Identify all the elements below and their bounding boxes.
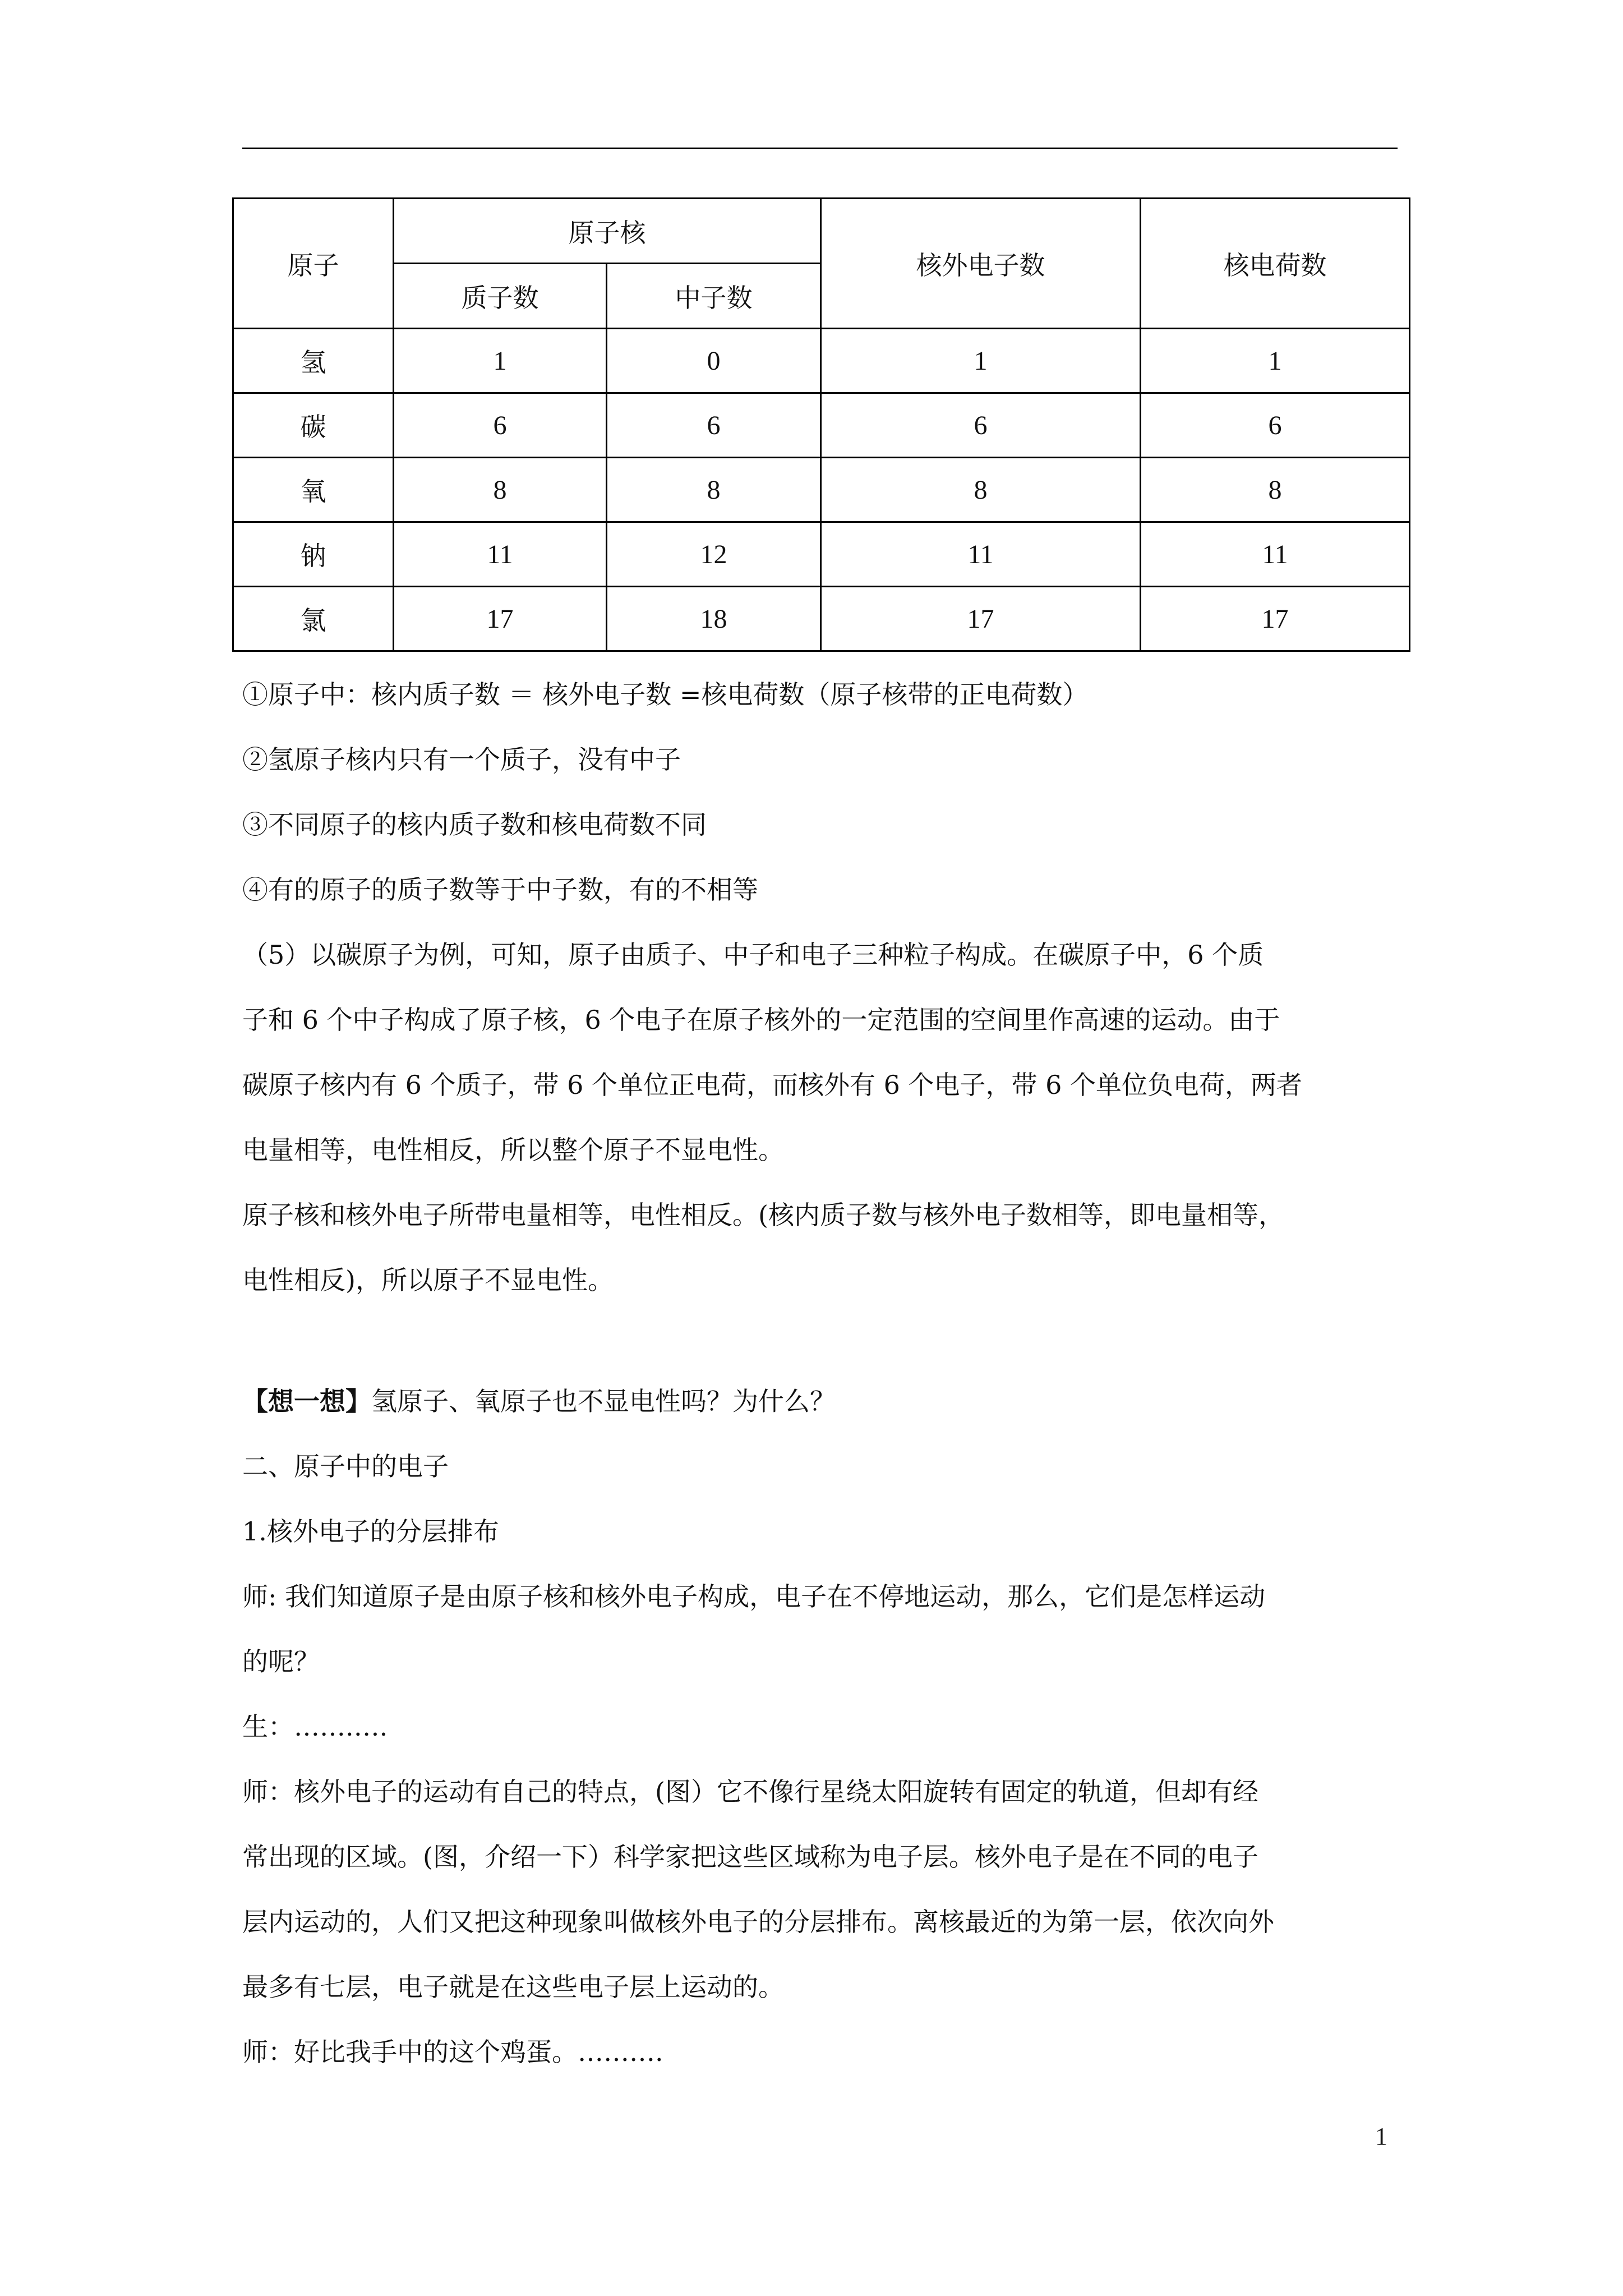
atom-name: 钠 bbox=[233, 522, 394, 587]
atom-name: 碳 bbox=[233, 393, 394, 458]
think-text: 氢原子、氧原子也不显电性吗？为什么？ bbox=[371, 1386, 836, 1416]
note-line: ④有的原子的质子数等于中子数，有的不相等 bbox=[242, 875, 758, 905]
proton-count: 8 bbox=[394, 458, 607, 522]
neutron-count: 0 bbox=[607, 329, 821, 393]
table-row bbox=[233, 522, 1410, 587]
header-charge: 核电荷数 bbox=[1141, 199, 1410, 329]
electron-count: 11 bbox=[821, 522, 1141, 587]
section-block bbox=[242, 1369, 1398, 2085]
nuclear-charge: 11 bbox=[1141, 522, 1410, 587]
nuclear-charge: 6 bbox=[1141, 393, 1410, 458]
proton-count: 11 bbox=[394, 522, 607, 587]
paragraph-line: 原子核和核外电子所带电量相等，电性相反。(核内质子数与核外电子数相等，即电量相等， bbox=[242, 1200, 1284, 1230]
header-electrons: 核外电子数 bbox=[821, 199, 1141, 329]
dialogue-line: 常出现的区域。(图，介绍一下）科学家把这些区域称为电子层。核外电子是在不同的电子 bbox=[242, 1842, 1258, 1872]
atom-name: 氢 bbox=[233, 329, 394, 393]
table-row bbox=[233, 587, 1410, 651]
electron-count: 8 bbox=[821, 458, 1141, 522]
paragraph-line: 电性相反)，所以原子不显电性。 bbox=[242, 1265, 614, 1295]
atom-name: 氧 bbox=[233, 458, 394, 522]
dialogue-line: 最多有七层，电子就是在这些电子层上运动的。 bbox=[242, 1972, 784, 2002]
header-nucleus: 原子核 bbox=[394, 199, 821, 264]
neutron-count: 12 bbox=[607, 522, 821, 587]
notes-block bbox=[242, 662, 1398, 1313]
dialogue-line: 层内运动的，人们又把这种现象叫做核外电子的分层排布。离核最近的为第一层，依次向外 bbox=[242, 1907, 1274, 1937]
header-atom: 原子 bbox=[233, 199, 394, 329]
atom-name: 氯 bbox=[233, 587, 394, 651]
dialogue-line: 师：核外电子的运动有自己的特点，(图）它不像行星绕太阳旋转有固定的轨道，但却有经 bbox=[242, 1777, 1258, 1807]
proton-count: 1 bbox=[394, 329, 607, 393]
neutron-count: 6 bbox=[607, 393, 821, 458]
paragraph-line: 子和 6 个中子构成了原子核，6 个电子在原子核外的一定范围的空间里作高速的运动。由于 bbox=[242, 1005, 1280, 1035]
atom-structure-table bbox=[232, 197, 1410, 652]
table-header-row bbox=[233, 199, 1410, 264]
dialogue-line: 师：好比我手中的这个鸡蛋。………. bbox=[242, 2037, 663, 2067]
proton-count: 6 bbox=[394, 393, 607, 458]
note-line: ①原子中：核内质子数 ＝ 核外电子数 =核电荷数（原子核带的正电荷数） bbox=[242, 679, 1089, 710]
electron-count: 6 bbox=[821, 393, 1141, 458]
note-line: ②氢原子核内只有一个质子，没有中子 bbox=[242, 744, 681, 775]
think-label: 【想一想】 bbox=[242, 1386, 371, 1416]
table-row bbox=[233, 393, 1410, 458]
table-row bbox=[233, 329, 1410, 393]
paragraph-line: （5）以碳原子为例，可知，原子由质子、中子和电子三种粒子构成。在碳原子中，6 个质 bbox=[242, 940, 1264, 970]
dialogue-line: 师: 我们知道原子是由原子核和核外电子构成，电子在不停地运动，那么，它们是怎样运动 bbox=[242, 1581, 1266, 1612]
proton-count: 17 bbox=[394, 587, 607, 651]
neutron-count: 18 bbox=[607, 587, 821, 651]
paragraph-line: 碳原子核内有 6 个质子，带 6 个单位正电荷，而核外有 6 个电子，带 6 个单位负电荷，两者 bbox=[242, 1070, 1303, 1100]
header-rule bbox=[242, 148, 1398, 149]
header-neutrons: 中子数 bbox=[607, 264, 821, 329]
section-heading: 二、原子中的电子 bbox=[242, 1451, 449, 1481]
dialogue-line: 生：…….…. bbox=[242, 1711, 388, 1742]
note-line: ③不同原子的核内质子数和核电荷数不同 bbox=[242, 809, 707, 840]
think-line bbox=[242, 1369, 1398, 1434]
paragraph-line: 电量相等，电性相反，所以整个原子不显电性。 bbox=[242, 1135, 784, 1165]
neutron-count: 8 bbox=[607, 458, 821, 522]
subsection-heading: 1.核外电子的分层排布 bbox=[242, 1516, 499, 1547]
electron-count: 1 bbox=[821, 329, 1141, 393]
nuclear-charge: 17 bbox=[1141, 587, 1410, 651]
page-number: 1 bbox=[1375, 2123, 1387, 2150]
nuclear-charge: 8 bbox=[1141, 458, 1410, 522]
header-protons: 质子数 bbox=[394, 264, 607, 329]
electron-count: 17 bbox=[821, 587, 1141, 651]
table-row bbox=[233, 458, 1410, 522]
dialogue-line: 的呢？ bbox=[242, 1646, 320, 1677]
nuclear-charge: 1 bbox=[1141, 329, 1410, 393]
